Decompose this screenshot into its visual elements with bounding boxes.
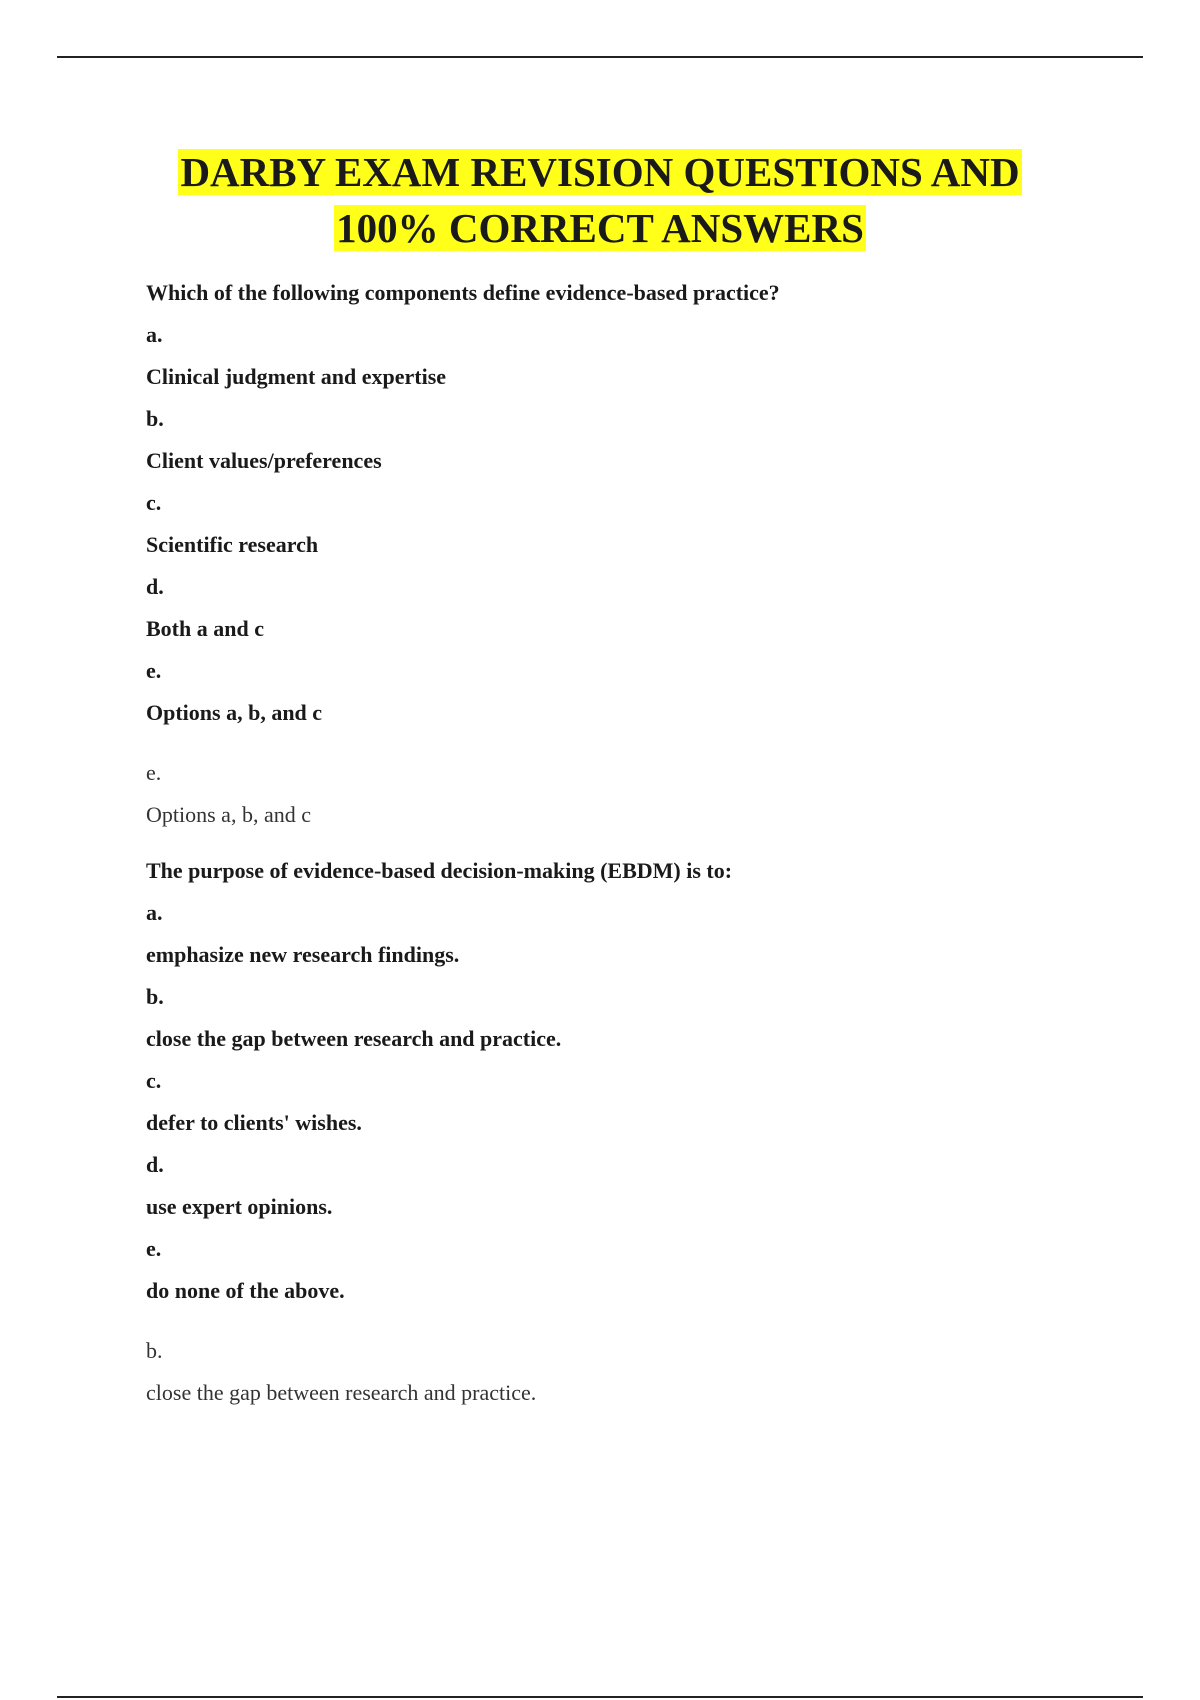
option-letter: c. [146, 1068, 162, 1093]
question-stem: The purpose of evidence-based decision-making (EBDM) is to: [146, 858, 733, 883]
answer-letter: b. [146, 1338, 163, 1363]
option-text: Options a, b, and c [146, 700, 323, 725]
option-letter: c. [146, 490, 162, 515]
option-letter: b. [146, 984, 164, 1009]
title-line-2: 100% CORRECT ANSWERS [336, 205, 864, 251]
question-stem: Which of the following components define evidence-based practice? [146, 280, 780, 305]
answer-2 [146, 1330, 1126, 1414]
option-letter: e. [146, 658, 162, 683]
answer-text: Options a, b, and c [146, 802, 311, 827]
answer-text: close the gap between research and practice. [146, 1380, 537, 1405]
document-title [0, 144, 1200, 256]
option-text: Client values/preferences [146, 448, 382, 473]
question-2 [146, 850, 1126, 1312]
header-rule [57, 56, 1143, 58]
option-letter: e. [146, 1236, 162, 1261]
option-text: do none of the above. [146, 1278, 345, 1303]
option-text: Clinical judgment and expertise [146, 364, 447, 389]
answer-1 [146, 752, 1126, 836]
option-text: defer to clients' wishes. [146, 1110, 362, 1135]
option-letter: a. [146, 322, 163, 347]
question-1 [146, 272, 1126, 734]
option-letter: b. [146, 406, 164, 431]
option-text: emphasize new research findings. [146, 942, 460, 967]
option-text: use expert opinions. [146, 1194, 333, 1219]
footer-rule [57, 1696, 1143, 1698]
question-list [146, 272, 1126, 1414]
option-text: close the gap between research and practice. [146, 1026, 562, 1051]
option-text: Scientific research [146, 532, 319, 557]
option-letter: a. [146, 900, 163, 925]
title-line-1: DARBY EXAM REVISION QUESTIONS AND [180, 149, 1020, 195]
option-text: Both a and c [146, 616, 264, 641]
option-letter: d. [146, 574, 164, 599]
answer-letter: e. [146, 760, 162, 785]
option-letter: d. [146, 1152, 164, 1177]
